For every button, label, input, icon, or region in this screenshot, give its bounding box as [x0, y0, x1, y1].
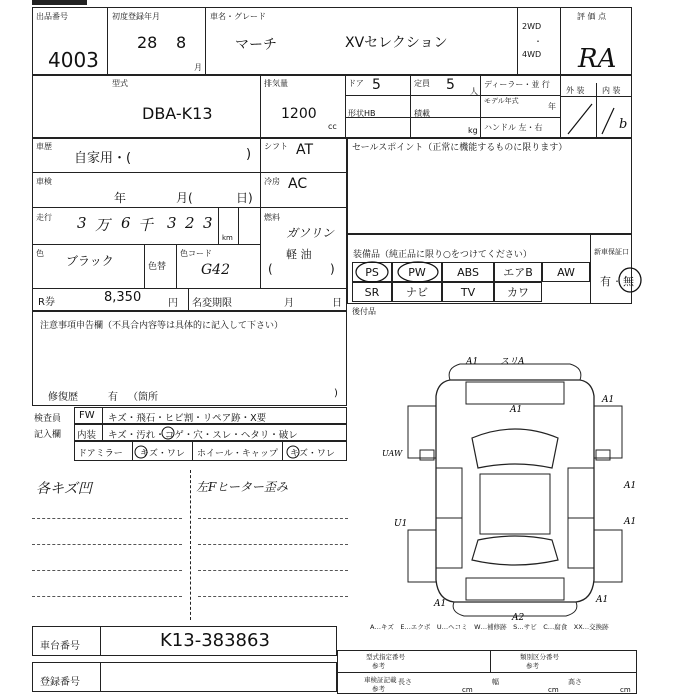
dim-ref: 参考	[372, 685, 385, 693]
equip-ps[interactable]: PS	[352, 262, 392, 282]
interior-value: b	[619, 117, 628, 132]
reg-month-unit: 月	[194, 63, 202, 72]
length-unit: cm	[462, 686, 473, 694]
mileage-d6: 3	[203, 214, 213, 232]
entry-label: 記入欄	[34, 430, 62, 440]
disp-unit: cc	[328, 122, 337, 131]
dealer-label: ディーラー・並 行	[484, 80, 550, 89]
handle-label: ハンドル 左・右	[484, 123, 543, 132]
fuel-label: 燃料	[264, 213, 280, 222]
door-label: ドア	[348, 79, 364, 88]
mileage-d0: 3	[77, 214, 87, 232]
interior-label: 内 装	[602, 86, 621, 95]
color-label: 色	[36, 249, 44, 258]
length-label: 長さ	[398, 678, 412, 686]
reg-year: 28	[137, 33, 158, 52]
model-value: DBA-K13	[142, 104, 213, 123]
drive-4wd: 4WD	[522, 50, 542, 59]
header-bar	[32, 0, 87, 5]
ac-value: AC	[288, 176, 308, 192]
sales-point-label: セールスポイント（正常に機能するものに限ります）	[352, 143, 568, 153]
mark-a1-rdoor: A1	[624, 481, 637, 491]
width-label: 幅	[492, 678, 499, 686]
transfer-label: 名変期限	[192, 298, 232, 309]
recycle-label: R券	[38, 297, 55, 308]
mirror-label: ドアミラー	[78, 449, 123, 459]
mark-sura: スリA	[500, 357, 525, 367]
name-label: 車名・グレード	[210, 12, 266, 21]
fuel-paren-open: (	[268, 262, 273, 276]
color-code-value: G42	[201, 262, 230, 278]
mark-a1-rr: A1	[596, 595, 609, 605]
inspection-year: 年	[114, 191, 127, 205]
mark-a1-front: A1	[466, 357, 479, 367]
interior-check-items: キズ・汚れ・コゲ・穴・スレ・ヘタリ・破レ	[108, 430, 298, 441]
repair-value: 有	[108, 392, 118, 403]
car-diagram	[380, 350, 650, 620]
wheel-items: キズ・ワレ	[290, 449, 335, 459]
warranty-yes: 有	[600, 275, 611, 288]
equip-sr[interactable]: SR	[352, 282, 392, 302]
warranty-no: 無	[623, 275, 634, 288]
check-circle-marks	[130, 423, 350, 463]
score-value: RA	[578, 44, 617, 74]
mileage-d3: 千	[138, 216, 154, 234]
equip-abs[interactable]: ABS	[442, 262, 494, 282]
inspector-label: 検査員	[34, 414, 62, 424]
mileage-d2: 6	[121, 214, 131, 232]
equipment-circle-marks	[350, 256, 446, 286]
weight-unit: kg	[468, 126, 478, 135]
shape-label: 形状HB	[348, 109, 376, 118]
usage-close: )	[246, 147, 252, 162]
handwritten-note-right: 左Fヒーター歪み	[196, 480, 288, 494]
mark-a2: A2	[512, 613, 525, 620]
door-value: 5	[372, 77, 381, 93]
equip-tv[interactable]: TV	[442, 282, 494, 302]
cap-value: 5	[446, 77, 455, 93]
equip-pw[interactable]: PW	[392, 262, 442, 282]
fuel-alt: 軽 油	[286, 248, 312, 261]
disp-value: 1200	[281, 106, 317, 122]
height-label: 高さ	[568, 678, 582, 686]
cap-label: 定員	[414, 79, 430, 88]
recycle-unit: 円	[168, 298, 178, 309]
cap-unit: 人	[470, 87, 478, 96]
mark-u1: U1	[394, 519, 408, 529]
model-year-unit: 年	[548, 102, 556, 111]
car-name: マーチ	[235, 37, 277, 53]
mileage-label: 走行	[36, 213, 52, 222]
inspection-month: 月(	[176, 191, 193, 205]
exterior-label: 外 装	[566, 86, 585, 95]
reg-month: 8	[176, 33, 187, 52]
color-code-label: 色コード	[180, 249, 212, 258]
score-label: 評 価 点	[577, 12, 607, 21]
damage-legend: A…キズ E…エクボ U…ヘコミ W…補修跡 S…サビ C…腐食 XX…交換跡	[370, 623, 609, 631]
equip-navi[interactable]: ナビ	[392, 282, 442, 302]
transfer-month: 月	[284, 298, 294, 309]
repair-label: 修復歴	[48, 392, 78, 403]
disp-label: 排気量	[264, 79, 288, 88]
lot-label: 出品番号	[36, 12, 68, 21]
fuel-value: ガソリン	[286, 226, 335, 240]
repair-close: )	[334, 388, 338, 399]
model-label: 型式	[112, 79, 128, 88]
height-unit: cm	[620, 686, 631, 694]
mileage-d1: 万	[95, 216, 111, 234]
mark-a1-rrdoor: A1	[624, 517, 637, 527]
weight-label: 積載	[414, 109, 430, 118]
equipment-label: 装備品（純正品に限り○をつけてください）	[353, 250, 532, 260]
inspection-label: 車検	[36, 177, 52, 186]
notes-title: 注意事項申告欄（不具合内容等は具体的に記入して下さい）	[40, 321, 284, 331]
transfer-day: 日	[332, 298, 342, 309]
mark-a1-lr: A1	[434, 599, 447, 609]
class-ref: 参考	[526, 662, 539, 670]
warranty-circle-mark	[612, 260, 652, 296]
warranty-label: 新車保証口	[594, 248, 629, 256]
mileage-d5: 2	[185, 214, 195, 232]
interior-check-label: 内装	[77, 430, 97, 441]
registration-label: 登録番号	[40, 677, 80, 688]
usage-label: 車歴	[36, 142, 52, 151]
fw-items: キズ・飛石・ヒビ割・リペア跡・X要	[108, 413, 267, 424]
grade: XVセレクション	[345, 35, 448, 51]
drive-dot: ・	[534, 37, 542, 46]
warranty-dot: ・	[613, 277, 621, 286]
repair-paren: （箇所	[128, 392, 158, 403]
shift-label: シフト	[264, 142, 288, 151]
mileage-unit: km	[222, 234, 233, 242]
mileage-d4: 3	[167, 214, 177, 232]
lot-number: 4003	[48, 48, 99, 72]
equip-leather[interactable]: カワ	[494, 282, 542, 302]
aftermarket-label: 後付品	[352, 307, 376, 316]
mirror-items: キズ・ワレ	[140, 449, 185, 459]
drive-2wd: 2WD	[522, 22, 542, 31]
mark-a1-rf: A1	[602, 395, 615, 405]
width-unit: cm	[548, 686, 559, 694]
model-year-label: モデル年式	[484, 97, 519, 105]
color-change-label: 色替	[148, 262, 167, 272]
reg-label: 初度登録年月	[112, 12, 160, 21]
equip-airbag[interactable]: エアB	[494, 262, 542, 282]
mark-a1-hood: A1	[510, 405, 523, 415]
type-cert-ref: 参考	[372, 662, 385, 670]
shift-value: AT	[296, 142, 314, 158]
mark-uaw: UAW	[382, 449, 403, 458]
dim-label: 車検証記載	[364, 676, 397, 684]
wheel-label: ホイール・キャップ	[197, 449, 278, 459]
equip-aw[interactable]: AW	[542, 262, 590, 282]
color-value: ブラック	[66, 254, 114, 268]
usage-value: 自家用・(	[74, 151, 132, 166]
handwritten-note-left: 各キズ凹	[36, 481, 92, 497]
chassis-label: 車台番号	[40, 641, 80, 652]
class-label: 類別区分番号	[520, 653, 559, 661]
ac-label: 冷房	[264, 177, 280, 186]
type-cert-label: 型式指定番号	[366, 653, 405, 661]
chassis-number: K13-383863	[160, 630, 270, 651]
fuel-paren-close: )	[330, 262, 335, 276]
inspection-day: 日)	[236, 191, 253, 205]
fw-label: FW	[79, 410, 95, 421]
recycle-value: 8,350	[104, 290, 142, 305]
notes-divider	[190, 470, 191, 620]
